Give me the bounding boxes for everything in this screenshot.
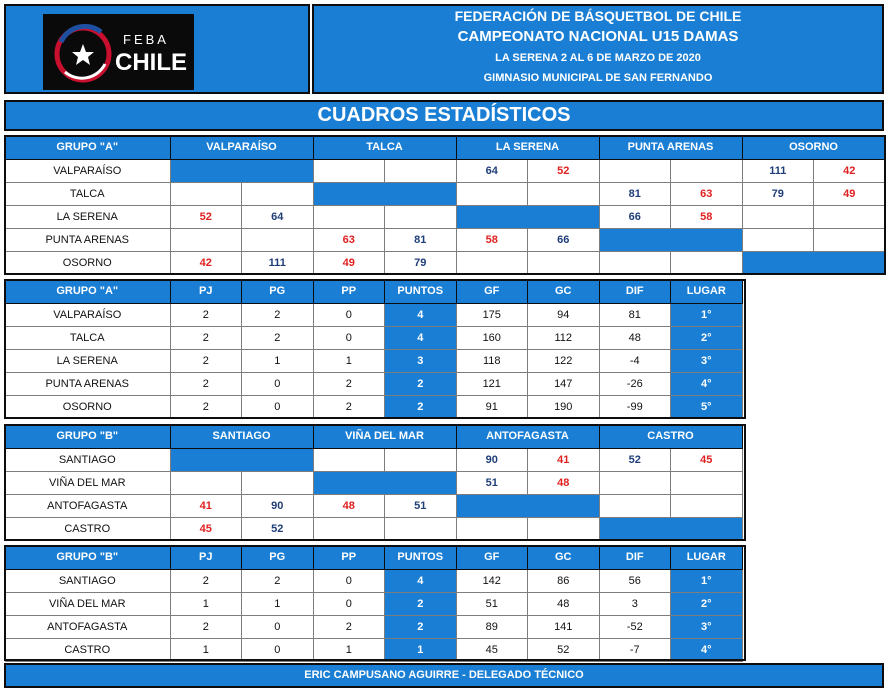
team-name: PUNTA ARENAS xyxy=(5,372,170,395)
championship-title-panel xyxy=(312,4,884,94)
event-dates: LA SERENA 2 AL 6 DE MARZO DE 2020 xyxy=(495,52,701,64)
played-cell: 2 xyxy=(170,303,242,326)
won-cell: 0 xyxy=(242,615,314,638)
score-cell: 111 xyxy=(742,159,814,182)
played-cell: 2 xyxy=(170,349,242,372)
lost-cell: 2 xyxy=(313,395,385,418)
goals-against-cell: 86 xyxy=(528,569,600,592)
points-cell: 2 xyxy=(385,372,457,395)
feba-chile-logo xyxy=(43,14,194,90)
column-header: PG xyxy=(242,546,314,569)
table-header-row xyxy=(5,136,885,159)
lost-cell: 1 xyxy=(313,349,385,372)
points-cell: 4 xyxy=(385,303,457,326)
score-cell xyxy=(313,159,385,182)
score-cell: 49 xyxy=(814,182,886,205)
column-header: TALCA xyxy=(313,136,456,159)
goals-for-cell: 160 xyxy=(456,326,528,349)
table-row xyxy=(5,159,885,182)
column-header: LUGAR xyxy=(671,546,743,569)
goals-against-cell: 141 xyxy=(528,615,600,638)
team-name: LA SERENA xyxy=(5,205,170,228)
column-header: GF xyxy=(456,546,528,569)
place-cell: 5° xyxy=(671,395,743,418)
place-cell: 4° xyxy=(671,372,743,395)
team-name: VIÑA DEL MAR xyxy=(5,592,170,615)
self-match-cell xyxy=(456,205,599,228)
place-cell: 2° xyxy=(671,592,743,615)
score-cell: 45 xyxy=(671,448,743,471)
svg-text:FEBA: FEBA xyxy=(123,32,169,47)
column-header: DIF xyxy=(599,546,671,569)
score-cell: 90 xyxy=(242,494,314,517)
points-cell: 3 xyxy=(385,349,457,372)
lost-cell: 2 xyxy=(313,615,385,638)
table-row xyxy=(5,638,742,661)
table-row xyxy=(5,349,742,372)
difference-cell: -26 xyxy=(599,372,671,395)
team-name: OSORNO xyxy=(5,251,170,274)
score-cell: 41 xyxy=(528,448,600,471)
svg-text:CHILE: CHILE xyxy=(115,49,187,76)
goals-for-cell: 175 xyxy=(456,303,528,326)
won-cell: 2 xyxy=(242,326,314,349)
team-name: VIÑA DEL MAR xyxy=(5,471,170,494)
points-cell: 2 xyxy=(385,592,457,615)
goals-against-cell: 147 xyxy=(528,372,600,395)
place-cell: 4° xyxy=(671,638,743,661)
place-cell: 2° xyxy=(671,326,743,349)
group-label: GRUPO "A" xyxy=(5,280,170,303)
score-cell: 51 xyxy=(456,471,528,494)
table-row xyxy=(5,251,885,274)
score-cell: 81 xyxy=(599,182,671,205)
column-header: PUNTOS xyxy=(385,280,457,303)
score-cell xyxy=(313,205,385,228)
footer-technical-delegate: ERIC CAMPUSANO AGUIRRE - DELEGADO TÉCNICO xyxy=(4,663,884,688)
score-cell: 52 xyxy=(528,159,600,182)
table-row xyxy=(5,569,742,592)
goals-for-cell: 91 xyxy=(456,395,528,418)
score-cell: 52 xyxy=(170,205,242,228)
group-label: GRUPO "A" xyxy=(5,136,170,159)
team-name: CASTRO xyxy=(5,638,170,661)
score-cell: 42 xyxy=(170,251,242,274)
column-header: PUNTA ARENAS xyxy=(599,136,742,159)
column-header: DIF xyxy=(599,280,671,303)
score-cell xyxy=(742,205,814,228)
score-cell xyxy=(385,205,457,228)
score-cell xyxy=(242,228,314,251)
team-name: OSORNO xyxy=(5,395,170,418)
score-cell xyxy=(528,517,600,540)
goals-against-cell: 190 xyxy=(528,395,600,418)
score-cell xyxy=(456,251,528,274)
points-cell: 4 xyxy=(385,569,457,592)
column-header: PJ xyxy=(170,546,242,569)
table-row xyxy=(5,448,742,471)
score-cell: 63 xyxy=(313,228,385,251)
goals-against-cell: 52 xyxy=(528,638,600,661)
score-cell: 58 xyxy=(456,228,528,251)
column-header: SANTIAGO xyxy=(170,425,313,448)
score-cell xyxy=(313,448,385,471)
team-name: SANTIAGO xyxy=(5,569,170,592)
self-match-cell xyxy=(170,448,313,471)
score-cell xyxy=(528,182,600,205)
table-row xyxy=(5,372,742,395)
team-name: LA SERENA xyxy=(5,349,170,372)
team-name: TALCA xyxy=(5,182,170,205)
score-cell xyxy=(170,471,242,494)
score-cell: 52 xyxy=(599,448,671,471)
column-header: PUNTOS xyxy=(385,546,457,569)
column-header: LUGAR xyxy=(671,280,743,303)
goals-for-cell: 118 xyxy=(456,349,528,372)
table-row xyxy=(5,471,742,494)
column-header: CASTRO xyxy=(599,425,742,448)
self-match-cell xyxy=(456,494,599,517)
column-header: OSORNO xyxy=(742,136,885,159)
score-cell xyxy=(814,228,886,251)
group-label: GRUPO "B" xyxy=(5,425,170,448)
team-name: VALPARAÍSO xyxy=(5,159,170,182)
score-cell: 48 xyxy=(313,494,385,517)
self-match-cell xyxy=(313,471,456,494)
self-match-cell xyxy=(599,228,742,251)
lost-cell: 0 xyxy=(313,326,385,349)
table-row xyxy=(5,517,742,540)
won-cell: 2 xyxy=(242,303,314,326)
team-name: SANTIAGO xyxy=(5,448,170,471)
score-cell xyxy=(385,517,457,540)
points-cell: 1 xyxy=(385,638,457,661)
team-name: VALPARAÍSO xyxy=(5,303,170,326)
difference-cell: -52 xyxy=(599,615,671,638)
table-row xyxy=(5,615,742,638)
score-cell xyxy=(599,159,671,182)
score-cell: 79 xyxy=(742,182,814,205)
score-cell xyxy=(671,251,743,274)
score-cell: 66 xyxy=(528,228,600,251)
table-header-row xyxy=(5,425,742,448)
score-cell xyxy=(671,471,743,494)
column-header: ANTOFAGASTA xyxy=(456,425,599,448)
table-row xyxy=(5,205,885,228)
column-header: GF xyxy=(456,280,528,303)
score-cell xyxy=(671,159,743,182)
score-cell xyxy=(456,182,528,205)
won-cell: 1 xyxy=(242,349,314,372)
played-cell: 2 xyxy=(170,395,242,418)
column-header: PG xyxy=(242,280,314,303)
goals-for-cell: 45 xyxy=(456,638,528,661)
place-cell: 1° xyxy=(671,303,743,326)
won-cell: 0 xyxy=(242,395,314,418)
score-cell: 63 xyxy=(671,182,743,205)
played-cell: 2 xyxy=(170,372,242,395)
table-header-row xyxy=(5,280,742,303)
score-cell xyxy=(242,471,314,494)
table-row xyxy=(5,592,742,615)
difference-cell: -99 xyxy=(599,395,671,418)
place-cell: 1° xyxy=(671,569,743,592)
score-cell xyxy=(385,448,457,471)
score-cell xyxy=(599,494,671,517)
score-cell xyxy=(313,517,385,540)
team-name: TALCA xyxy=(5,326,170,349)
score-cell xyxy=(814,205,886,228)
header xyxy=(0,0,888,96)
goals-against-cell: 122 xyxy=(528,349,600,372)
team-name: CASTRO xyxy=(5,517,170,540)
basketball-logo-icon xyxy=(43,14,194,90)
logo-panel xyxy=(4,4,310,94)
group-label: GRUPO "B" xyxy=(5,546,170,569)
section-title: CUADROS ESTADÍSTICOS xyxy=(4,100,884,131)
score-cell: 52 xyxy=(242,517,314,540)
lost-cell: 2 xyxy=(313,372,385,395)
score-cell xyxy=(599,251,671,274)
played-cell: 2 xyxy=(170,615,242,638)
score-cell xyxy=(671,494,743,517)
score-cell: 81 xyxy=(385,228,457,251)
score-cell xyxy=(528,251,600,274)
won-cell: 1 xyxy=(242,592,314,615)
played-cell: 2 xyxy=(170,569,242,592)
self-match-cell xyxy=(170,159,313,182)
table-row xyxy=(5,395,742,418)
table-header-row xyxy=(5,546,742,569)
column-header: PP xyxy=(313,546,385,569)
column-header: LA SERENA xyxy=(456,136,599,159)
score-cell xyxy=(385,159,457,182)
points-cell: 4 xyxy=(385,326,457,349)
place-cell: 3° xyxy=(671,349,743,372)
score-cell: 111 xyxy=(242,251,314,274)
championship-name: CAMPEONATO NACIONAL U15 DAMAS xyxy=(457,28,739,45)
score-cell: 41 xyxy=(170,494,242,517)
table-row xyxy=(5,228,885,251)
difference-cell: 48 xyxy=(599,326,671,349)
played-cell: 2 xyxy=(170,326,242,349)
score-cell: 45 xyxy=(170,517,242,540)
self-match-cell xyxy=(742,251,885,274)
team-name: ANTOFAGASTA xyxy=(5,494,170,517)
score-cell: 79 xyxy=(385,251,457,274)
score-cell xyxy=(456,517,528,540)
column-header: PJ xyxy=(170,280,242,303)
lost-cell: 0 xyxy=(313,592,385,615)
score-cell: 51 xyxy=(385,494,457,517)
score-cell: 90 xyxy=(456,448,528,471)
score-cell xyxy=(170,228,242,251)
won-cell: 0 xyxy=(242,372,314,395)
won-cell: 0 xyxy=(242,638,314,661)
table-row xyxy=(5,303,742,326)
score-cell: 48 xyxy=(528,471,600,494)
team-name: ANTOFAGASTA xyxy=(5,615,170,638)
goals-for-cell: 51 xyxy=(456,592,528,615)
table-row xyxy=(5,182,885,205)
won-cell: 2 xyxy=(242,569,314,592)
difference-cell: 81 xyxy=(599,303,671,326)
score-cell: 64 xyxy=(456,159,528,182)
lost-cell: 0 xyxy=(313,569,385,592)
column-header: VALPARAÍSO xyxy=(170,136,313,159)
goals-for-cell: 142 xyxy=(456,569,528,592)
column-header: PP xyxy=(313,280,385,303)
goals-for-cell: 89 xyxy=(456,615,528,638)
points-cell: 2 xyxy=(385,395,457,418)
column-header: VIÑA DEL MAR xyxy=(313,425,456,448)
difference-cell: -4 xyxy=(599,349,671,372)
difference-cell: -7 xyxy=(599,638,671,661)
table-row xyxy=(5,494,742,517)
column-header: GC xyxy=(528,280,600,303)
score-cell xyxy=(242,182,314,205)
goals-against-cell: 112 xyxy=(528,326,600,349)
federation-name: FEDERACIÓN DE BÁSQUETBOL DE CHILE xyxy=(454,8,742,24)
goals-against-cell: 94 xyxy=(528,303,600,326)
team-name: PUNTA ARENAS xyxy=(5,228,170,251)
score-cell: 49 xyxy=(313,251,385,274)
score-cell: 58 xyxy=(671,205,743,228)
score-cell: 64 xyxy=(242,205,314,228)
score-cell xyxy=(170,182,242,205)
score-cell: 66 xyxy=(599,205,671,228)
lost-cell: 1 xyxy=(313,638,385,661)
place-cell: 3° xyxy=(671,615,743,638)
venue-name: GIMNASIO MUNICIPAL DE SAN FERNANDO xyxy=(483,72,713,84)
score-cell: 42 xyxy=(814,159,886,182)
self-match-cell xyxy=(313,182,456,205)
self-match-cell xyxy=(599,517,742,540)
lost-cell: 0 xyxy=(313,303,385,326)
score-cell xyxy=(599,471,671,494)
column-header: GC xyxy=(528,546,600,569)
table-row xyxy=(5,326,742,349)
played-cell: 1 xyxy=(170,592,242,615)
played-cell: 1 xyxy=(170,638,242,661)
goals-against-cell: 48 xyxy=(528,592,600,615)
score-cell xyxy=(742,228,814,251)
goals-for-cell: 121 xyxy=(456,372,528,395)
difference-cell: 3 xyxy=(599,592,671,615)
points-cell: 2 xyxy=(385,615,457,638)
difference-cell: 56 xyxy=(599,569,671,592)
